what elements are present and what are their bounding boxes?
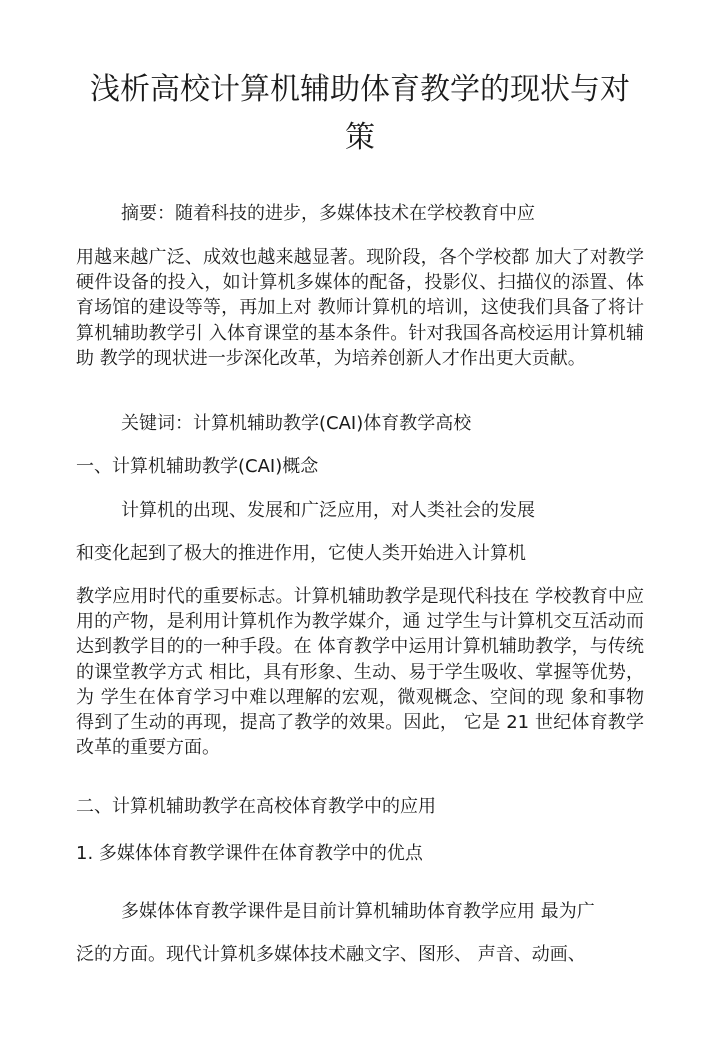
- subsection-1-line-2: 泛的方面。现代计算机多媒体技术融文字、图形、 声音、动画、: [76, 944, 586, 965]
- section-1-line-1: 计算机的出现、发展和广泛应用，对人类社会的发展: [121, 500, 535, 521]
- section-1-heading: 一、计算机辅助教学(CAI)概念: [76, 456, 319, 477]
- keywords: 关键词：计算机辅助教学(CAI)体育教学高校: [121, 413, 472, 434]
- document-title: 浅析高校计算机辅助体育教学的现状与对策: [90, 72, 630, 155]
- subsection-1-line-1: 多媒体体育教学课件是目前计算机辅助体育教学应用 最为广: [121, 901, 595, 922]
- section-1-body: 教学应用时代的重要标志。计算机辅助教学是现代科技在 学校教育中应用的产物，是利用计算机作为教学媒介，通 过学生与计算机交互活动而达到教学目的的一种手段。在 体育教学中运用计算机辅助教学，与传统的课堂教学方式 相比，具有形象、生动、易于学生吸收、掌握等优势，为 学生在体育学习中难以理解的宏观，微观概念、空间的现 象和事物得到了生动的再现，提高了教学的效果。因此， 它是 21 世纪体育教学改革的重要方面。: [76, 586, 644, 759]
- subsection-1-heading: 1. 多媒体体育教学课件在体育教学中的优点: [76, 843, 423, 864]
- section-2-heading: 二、计算机辅助教学在高校体育教学中的应用: [76, 796, 436, 817]
- section-1-line-2: 和变化起到了极大的推进作用，它使人类开始进入计算机: [76, 543, 526, 564]
- abstract-body: 用越来越广泛、成效也越来越显著。现阶段，各个学校都 加大了对教学硬件设备的投入，如计算机多媒体的配备，投影仪、扫描仪的添置、体育场馆的建设等等，再加上对 教师计算机的培训，这使我们具备了将计算机辅助教学引 入体育课堂的基本条件。针对我国各高校运用计算机辅助 教学的现状进一步深化改革，为培养创新人才作出更大贡献。: [76, 247, 644, 369]
- abstract-first-line: 摘要：随着科技的进步，多媒体技术在学校教育中应: [121, 203, 535, 224]
